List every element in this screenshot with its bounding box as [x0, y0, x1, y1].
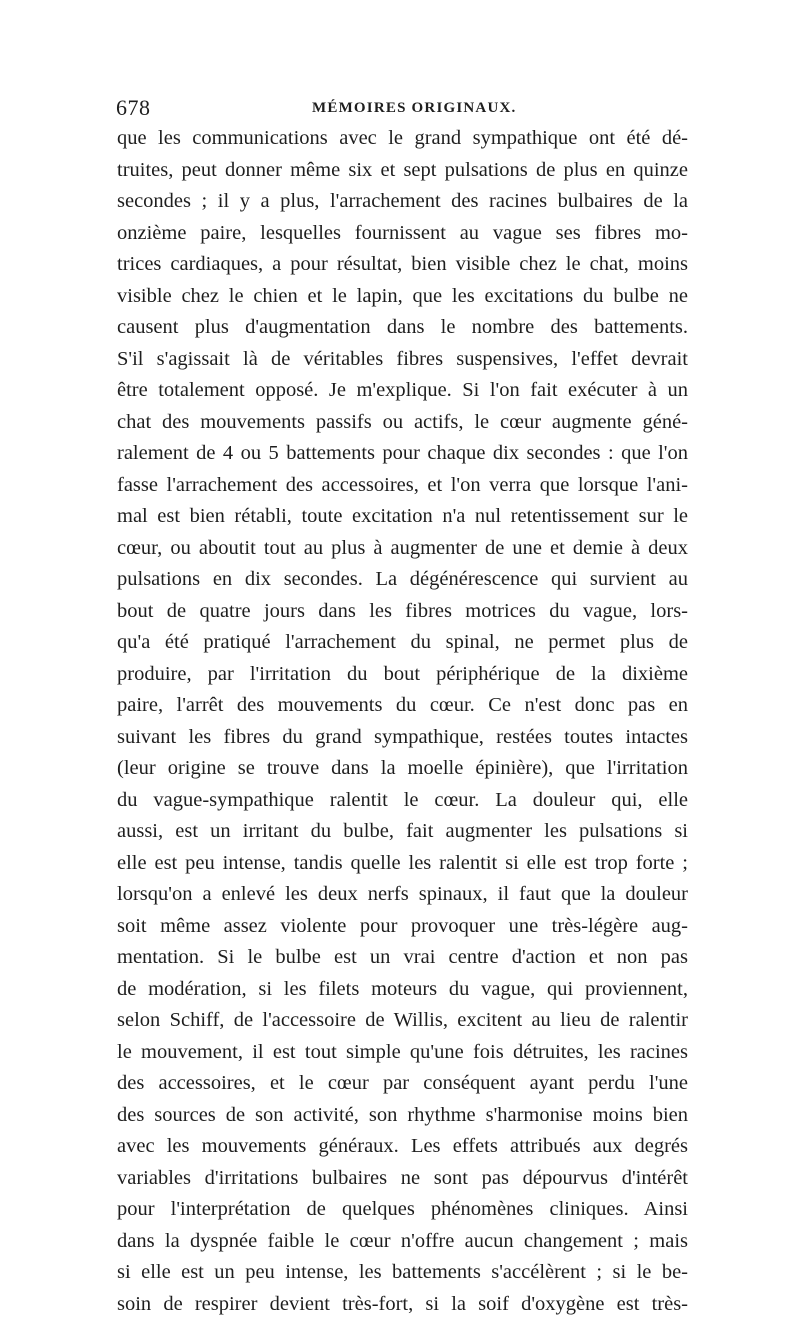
text-line: trices cardiaques, a pour résultat, bien visible chez le chat, moins [117, 249, 688, 281]
text-line: produire, par l'irritation du bout périphérique de la dixième [117, 659, 688, 691]
page-number: 678 [116, 92, 151, 124]
text-line: causent plus d'augmentation dans le nombre des battements. [117, 312, 688, 344]
body-text [117, 123, 688, 1320]
text-line: selon Schiff, de l'accessoire de Willis, excitent au lieu de ralentir [117, 1005, 688, 1037]
text-line: (leur origine se trouve dans la moelle épinière), que l'irritation [117, 753, 688, 785]
text-line: ralement de 4 ou 5 battements pour chaque dix secondes : que l'on [117, 438, 688, 470]
text-line: secondes ; il y a plus, l'arrachement des racines bulbaires de la [117, 186, 688, 218]
text-line: visible chez le chien et le lapin, que les excitations du bulbe ne [117, 281, 688, 313]
text-line: variables d'irritations bulbaires ne sont pas dépourvus d'intérêt [117, 1163, 688, 1195]
text-line: elle est peu intense, tandis quelle les ralentit si elle est trop forte ; [117, 848, 688, 880]
running-header [116, 92, 688, 124]
text-line: que les communications avec le grand sympathique ont été dé- [117, 123, 688, 155]
text-line: truites, peut donner même six et sept pulsations de plus en quinze [117, 155, 688, 187]
text-line: être totalement opposé. Je m'explique. Si l'on fait exécuter à un [117, 375, 688, 407]
text-line: onzième paire, lesquelles fournissent au vague ses fibres mo- [117, 218, 688, 250]
text-line: du vague-sympathique ralentit le cœur. La douleur qui, elle [117, 785, 688, 817]
text-line: dans la dyspnée faible le cœur n'offre aucun changement ; mais [117, 1226, 688, 1258]
text-line: pulsations en dix secondes. La dégénérescence qui survient au [117, 564, 688, 596]
text-line: pour l'interprétation de quelques phénomènes cliniques. Ainsi [117, 1194, 688, 1226]
text-line: des sources de son activité, son rhythme s'harmonise moins bien [117, 1100, 688, 1132]
text-line: paire, l'arrêt des mouvements du cœur. Ce n'est donc pas en [117, 690, 688, 722]
running-title: MÉMOIRES ORIGINAUX. [312, 92, 516, 124]
text-line: chat des mouvements passifs ou actifs, le cœur augmente géné- [117, 407, 688, 439]
text-line: avec les mouvements généraux. Les effets attribués aux degrés [117, 1131, 688, 1163]
text-line: fasse l'arrachement des accessoires, et l'on verra que lorsque l'ani- [117, 470, 688, 502]
text-line: le mouvement, il est tout simple qu'une fois détruites, les racines [117, 1037, 688, 1069]
text-line: des accessoires, et le cœur par conséquent ayant perdu l'une [117, 1068, 688, 1100]
text-line: de modération, si les filets moteurs du vague, qui proviennent, [117, 974, 688, 1006]
text-line: cœur, ou aboutit tout au plus à augmenter de une et demie à deux [117, 533, 688, 565]
text-line: soin de respirer devient très-fort, si la soif d'oxygène est très- [117, 1289, 688, 1320]
text-line: aussi, est un irritant du bulbe, fait augmenter les pulsations si [117, 816, 688, 848]
text-line: bout de quatre jours dans les fibres motrices du vague, lors- [117, 596, 688, 628]
text-line: S'il s'agissait là de véritables fibres suspensives, l'effet devrait [117, 344, 688, 376]
text-line: lorsqu'on a enlevé les deux nerfs spinaux, il faut que la douleur [117, 879, 688, 911]
text-line: mentation. Si le bulbe est un vrai centre d'action et non pas [117, 942, 688, 974]
text-line: qu'a été pratiqué l'arrachement du spinal, ne permet plus de [117, 627, 688, 659]
text-line: mal est bien rétabli, toute excitation n'a nul retentissement sur le [117, 501, 688, 533]
text-line: soit même assez violente pour provoquer une très-légère aug- [117, 911, 688, 943]
text-line: suivant les fibres du grand sympathique, restées toutes intactes [117, 722, 688, 754]
text-line: si elle est un peu intense, les battements s'accélèrent ; si le be- [117, 1257, 688, 1289]
